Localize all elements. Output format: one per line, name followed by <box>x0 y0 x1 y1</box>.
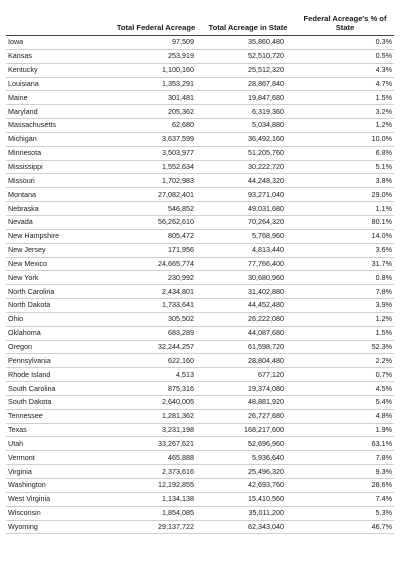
cell-total-acreage: 25,496,320 <box>200 465 296 479</box>
cell-state: Mississippi <box>6 160 112 174</box>
cell-federal-acreage: 62,680 <box>112 119 200 133</box>
cell-federal-acreage: 301,481 <box>112 91 200 105</box>
cell-total-acreage: 30,222,720 <box>200 160 296 174</box>
cell-federal-percent: 10.0% <box>296 132 394 146</box>
cell-total-acreage: 28,867,840 <box>200 77 296 91</box>
cell-federal-percent: 29.0% <box>296 188 394 202</box>
cell-total-acreage: 5,768,960 <box>200 229 296 243</box>
header-state <box>6 10 112 36</box>
cell-total-acreage: 48,881,920 <box>200 395 296 409</box>
cell-federal-acreage: 1,281,362 <box>112 409 200 423</box>
cell-state: North Dakota <box>6 299 112 313</box>
cell-federal-percent: 1.2% <box>296 119 394 133</box>
cell-total-acreage: 26,222,080 <box>200 312 296 326</box>
cell-state: Minnesota <box>6 146 112 160</box>
table-row <box>6 160 394 174</box>
cell-total-acreage: 168,217,600 <box>200 423 296 437</box>
cell-federal-acreage: 465,888 <box>112 451 200 465</box>
cell-state: West Virginia <box>6 492 112 506</box>
cell-total-acreage: 26,727,680 <box>200 409 296 423</box>
cell-state: South Carolina <box>6 382 112 396</box>
cell-federal-acreage: 230,992 <box>112 271 200 285</box>
cell-federal-percent: 2.2% <box>296 354 394 368</box>
cell-federal-percent: 1.2% <box>296 312 394 326</box>
cell-federal-percent: 5.4% <box>296 395 394 409</box>
cell-federal-acreage: 3,503,977 <box>112 146 200 160</box>
cell-state: Iowa <box>6 36 112 50</box>
cell-federal-acreage: 683,289 <box>112 326 200 340</box>
table-row <box>6 146 394 160</box>
cell-federal-acreage: 3,231,198 <box>112 423 200 437</box>
cell-federal-acreage: 305,502 <box>112 312 200 326</box>
cell-total-acreage: 62,343,040 <box>200 520 296 534</box>
cell-federal-acreage: 1,134,138 <box>112 492 200 506</box>
cell-federal-acreage: 24,665,774 <box>112 257 200 271</box>
table-row <box>6 451 394 465</box>
cell-federal-percent: 28.6% <box>296 479 394 493</box>
cell-total-acreage: 61,598,720 <box>200 340 296 354</box>
cell-federal-percent: 0.3% <box>296 36 394 50</box>
header-total-acreage-in-state: Total Acreage in State <box>200 10 296 36</box>
cell-federal-acreage: 1,552,634 <box>112 160 200 174</box>
cell-state: Texas <box>6 423 112 437</box>
cell-state: New Jersey <box>6 243 112 257</box>
table-row <box>6 520 394 534</box>
cell-total-acreage: 19,847,680 <box>200 91 296 105</box>
cell-federal-acreage: 205,362 <box>112 105 200 119</box>
table-row <box>6 63 394 77</box>
table-row <box>6 243 394 257</box>
cell-federal-acreage: 875,316 <box>112 382 200 396</box>
table-row <box>6 368 394 382</box>
cell-state: Massachusetts <box>6 119 112 133</box>
cell-total-acreage: 35,860,480 <box>200 36 296 50</box>
table-row <box>6 340 394 354</box>
cell-state: Ohio <box>6 312 112 326</box>
cell-total-acreage: 36,492,160 <box>200 132 296 146</box>
cell-total-acreage: 30,680,960 <box>200 271 296 285</box>
cell-federal-acreage: 56,262,610 <box>112 215 200 229</box>
cell-federal-acreage: 97,509 <box>112 36 200 50</box>
cell-total-acreage: 19,374,080 <box>200 382 296 396</box>
table-row <box>6 465 394 479</box>
cell-federal-percent: 4.8% <box>296 409 394 423</box>
cell-state: Washington <box>6 479 112 493</box>
cell-federal-percent: 14.0% <box>296 229 394 243</box>
cell-state: Maine <box>6 91 112 105</box>
cell-federal-acreage: 253,919 <box>112 49 200 63</box>
header-total-federal-acreage: Total Federal Acreage <box>112 10 200 36</box>
cell-federal-acreage: 33,267,621 <box>112 437 200 451</box>
cell-state: Kentucky <box>6 63 112 77</box>
cell-total-acreage: 31,402,880 <box>200 285 296 299</box>
cell-total-acreage: 15,410,560 <box>200 492 296 506</box>
table-row <box>6 188 394 202</box>
cell-state: Missouri <box>6 174 112 188</box>
cell-federal-acreage: 805,472 <box>112 229 200 243</box>
table-row <box>6 119 394 133</box>
cell-federal-acreage: 171,956 <box>112 243 200 257</box>
cell-federal-percent: 4.3% <box>296 63 394 77</box>
cell-state: Michigan <box>6 132 112 146</box>
cell-state: Utah <box>6 437 112 451</box>
table-row <box>6 326 394 340</box>
cell-federal-acreage: 1,353,291 <box>112 77 200 91</box>
cell-state: Virginia <box>6 465 112 479</box>
cell-federal-percent: 9.3% <box>296 465 394 479</box>
cell-state: Maryland <box>6 105 112 119</box>
cell-state: Oregon <box>6 340 112 354</box>
cell-total-acreage: 77,766,400 <box>200 257 296 271</box>
header-row <box>6 10 394 36</box>
cell-state: Louisiana <box>6 77 112 91</box>
table-row <box>6 285 394 299</box>
table-row <box>6 423 394 437</box>
cell-total-acreage: 44,087,680 <box>200 326 296 340</box>
cell-federal-percent: 7.4% <box>296 492 394 506</box>
cell-federal-acreage: 1,702,983 <box>112 174 200 188</box>
table-row <box>6 437 394 451</box>
cell-federal-percent: 4.5% <box>296 382 394 396</box>
cell-federal-percent: 7.8% <box>296 451 394 465</box>
cell-total-acreage: 52,696,960 <box>200 437 296 451</box>
cell-state: Tennessee <box>6 409 112 423</box>
cell-total-acreage: 5,034,880 <box>200 119 296 133</box>
cell-federal-percent: 0.8% <box>296 271 394 285</box>
cell-state: Nevada <box>6 215 112 229</box>
table-row <box>6 299 394 313</box>
table-row <box>6 202 394 216</box>
table-row <box>6 354 394 368</box>
cell-total-acreage: 5,936,640 <box>200 451 296 465</box>
cell-federal-percent: 0.5% <box>296 49 394 63</box>
cell-state: Oklahoma <box>6 326 112 340</box>
cell-federal-percent: 3.2% <box>296 105 394 119</box>
cell-state: Kansas <box>6 49 112 63</box>
cell-federal-percent: 3.9% <box>296 299 394 313</box>
cell-federal-percent: 1.1% <box>296 202 394 216</box>
cell-state: North Carolina <box>6 285 112 299</box>
table-row <box>6 492 394 506</box>
table-row <box>6 382 394 396</box>
cell-federal-percent: 3.8% <box>296 174 394 188</box>
cell-federal-acreage: 622,160 <box>112 354 200 368</box>
cell-federal-acreage: 29,137,722 <box>112 520 200 534</box>
table-row <box>6 257 394 271</box>
cell-federal-acreage: 546,852 <box>112 202 200 216</box>
cell-federal-acreage: 1,733,641 <box>112 299 200 313</box>
cell-federal-percent: 5.3% <box>296 506 394 520</box>
cell-total-acreage: 52,510,720 <box>200 49 296 63</box>
cell-state: Rhode Island <box>6 368 112 382</box>
cell-state: New Hampshire <box>6 229 112 243</box>
table-row <box>6 174 394 188</box>
table-row <box>6 506 394 520</box>
cell-federal-acreage: 2,434,801 <box>112 285 200 299</box>
cell-total-acreage: 4,813,440 <box>200 243 296 257</box>
cell-total-acreage: 51,205,760 <box>200 146 296 160</box>
header-federal-percent-of-state: Federal Acreage's % of State <box>296 10 394 36</box>
cell-total-acreage: 25,512,320 <box>200 63 296 77</box>
table-row <box>6 395 394 409</box>
cell-state: Montana <box>6 188 112 202</box>
cell-federal-percent: 52.3% <box>296 340 394 354</box>
table-row <box>6 409 394 423</box>
cell-state: Wyoming <box>6 520 112 534</box>
cell-federal-percent: 31.7% <box>296 257 394 271</box>
cell-federal-percent: 1.5% <box>296 326 394 340</box>
cell-federal-percent: 80.1% <box>296 215 394 229</box>
table-row <box>6 49 394 63</box>
table-header <box>6 10 394 36</box>
federal-acreage-table <box>6 10 394 534</box>
cell-total-acreage: 44,452,480 <box>200 299 296 313</box>
cell-federal-acreage: 2,373,616 <box>112 465 200 479</box>
cell-total-acreage: 44,248,320 <box>200 174 296 188</box>
cell-total-acreage: 35,011,200 <box>200 506 296 520</box>
cell-total-acreage: 677,120 <box>200 368 296 382</box>
table-body <box>6 36 394 534</box>
cell-federal-percent: 3.6% <box>296 243 394 257</box>
cell-federal-percent: 7.8% <box>296 285 394 299</box>
cell-state: New Mexico <box>6 257 112 271</box>
table-row <box>6 312 394 326</box>
cell-federal-acreage: 4,513 <box>112 368 200 382</box>
cell-federal-acreage: 12,192,855 <box>112 479 200 493</box>
table-row <box>6 271 394 285</box>
cell-state: Wisconsin <box>6 506 112 520</box>
table-row <box>6 36 394 50</box>
cell-total-acreage: 70,264,320 <box>200 215 296 229</box>
cell-state: South Dakota <box>6 395 112 409</box>
table-row <box>6 132 394 146</box>
cell-federal-acreage: 27,082,401 <box>112 188 200 202</box>
cell-federal-acreage: 32,244,257 <box>112 340 200 354</box>
table-row <box>6 91 394 105</box>
cell-federal-percent: 63.1% <box>296 437 394 451</box>
cell-federal-percent: 5.1% <box>296 160 394 174</box>
table-row <box>6 105 394 119</box>
cell-total-acreage: 6,319,360 <box>200 105 296 119</box>
cell-total-acreage: 28,804,480 <box>200 354 296 368</box>
table-row <box>6 77 394 91</box>
cell-total-acreage: 42,693,760 <box>200 479 296 493</box>
cell-federal-percent: 46.7% <box>296 520 394 534</box>
cell-state: Nebraska <box>6 202 112 216</box>
table-row <box>6 229 394 243</box>
cell-federal-acreage: 1,854,085 <box>112 506 200 520</box>
cell-total-acreage: 49,031,680 <box>200 202 296 216</box>
cell-federal-percent: 6.8% <box>296 146 394 160</box>
cell-federal-acreage: 3,637,599 <box>112 132 200 146</box>
cell-state: Pennsylvania <box>6 354 112 368</box>
cell-state: New York <box>6 271 112 285</box>
cell-federal-percent: 4.7% <box>296 77 394 91</box>
cell-federal-percent: 0.7% <box>296 368 394 382</box>
cell-state: Vermont <box>6 451 112 465</box>
cell-total-acreage: 93,271,040 <box>200 188 296 202</box>
cell-federal-percent: 1.5% <box>296 91 394 105</box>
cell-federal-percent: 1.9% <box>296 423 394 437</box>
cell-federal-acreage: 1,100,160 <box>112 63 200 77</box>
table-row <box>6 215 394 229</box>
cell-federal-acreage: 2,640,005 <box>112 395 200 409</box>
table-row <box>6 479 394 493</box>
